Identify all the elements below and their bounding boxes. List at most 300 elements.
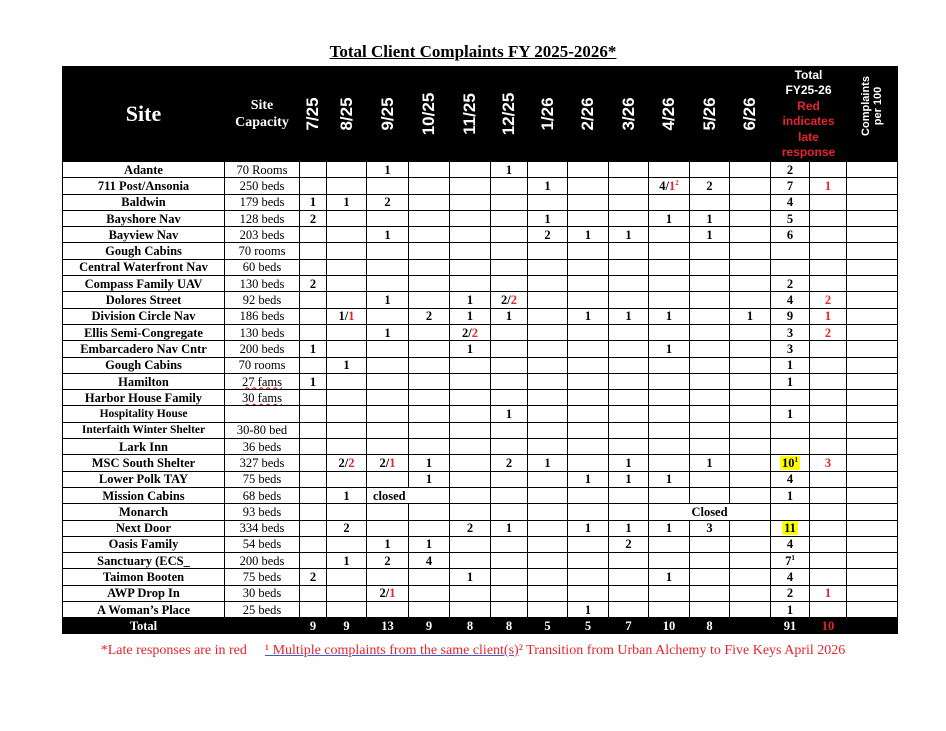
row-late-count	[810, 227, 847, 243]
count-total: 1/	[338, 309, 349, 324]
month-cell	[327, 553, 367, 569]
row-late-count	[810, 520, 847, 536]
month-cell	[690, 553, 730, 569]
month-cell	[609, 422, 649, 438]
month-cell	[609, 210, 649, 226]
month-cell	[491, 536, 528, 552]
site-name: Monarch	[63, 504, 225, 520]
month-cell	[649, 520, 690, 536]
month-cell	[690, 259, 730, 275]
month-cell	[409, 162, 450, 178]
row-total	[771, 357, 810, 373]
month-cell	[730, 471, 771, 487]
site-capacity	[225, 162, 300, 178]
row-total	[771, 487, 810, 503]
month-cell	[649, 259, 690, 275]
month-cell	[450, 553, 491, 569]
month-cell	[690, 602, 730, 618]
table-row	[63, 227, 898, 243]
month-cell	[300, 406, 327, 422]
month-cell	[730, 162, 771, 178]
per-100-cell	[847, 194, 898, 210]
month-cell	[609, 324, 649, 340]
cell-value: 1	[625, 455, 632, 470]
month-cell	[609, 520, 649, 536]
month-cell	[609, 308, 649, 324]
month-label: 6/26	[740, 97, 759, 131]
site-capacity	[225, 259, 300, 275]
count-total: 2/	[501, 293, 511, 308]
month-label: 5/26	[699, 97, 719, 131]
capacity-value: 93 beds	[242, 504, 282, 519]
capacity-header-line1: Site	[250, 98, 274, 113]
month-cell	[491, 406, 528, 422]
row-total-value: 4	[786, 570, 794, 585]
month-cell	[568, 210, 609, 226]
month-label: 4/26	[659, 97, 678, 131]
row-total	[771, 504, 810, 520]
row-total	[771, 390, 810, 406]
month-cell	[300, 227, 327, 243]
month-header-6-26	[730, 67, 771, 162]
month-cell	[409, 308, 450, 324]
cell-value: 1	[746, 309, 754, 324]
month-cell	[649, 471, 690, 487]
month-cell	[730, 341, 771, 357]
month-cell	[568, 536, 609, 552]
month-cell	[367, 439, 409, 455]
month-cell	[327, 243, 367, 259]
month-cell-split	[649, 178, 690, 194]
row-late-count: 1	[810, 308, 847, 324]
month-cell	[609, 439, 649, 455]
per-100-cell	[847, 292, 898, 308]
month-cell	[327, 602, 367, 618]
row-total	[771, 243, 810, 259]
month-cell	[568, 585, 609, 601]
month-cell	[528, 406, 568, 422]
month-cell	[568, 194, 609, 210]
month-cell	[367, 536, 409, 552]
cell-value: 1	[384, 227, 391, 242]
month-cell	[367, 259, 409, 275]
month-header-9-25	[367, 67, 409, 162]
month-cell	[327, 259, 367, 275]
count-total: 2/	[338, 455, 349, 470]
month-cell	[690, 210, 730, 226]
month-cell	[730, 553, 771, 569]
month-cell	[300, 455, 327, 471]
month-cell	[609, 390, 649, 406]
month-cell	[528, 178, 568, 194]
row-late-count	[810, 406, 847, 422]
site-name: Ellis Semi-Congregate	[63, 324, 225, 340]
month-cell	[300, 553, 327, 569]
cell-value: 1	[343, 553, 350, 568]
cell-value: 1	[309, 374, 317, 389]
site-name: A Woman’s Place	[63, 602, 225, 618]
per-100-cell	[847, 357, 898, 373]
row-total	[771, 553, 810, 569]
month-header-8-25	[327, 67, 367, 162]
capacity-value: 203 beds	[239, 227, 285, 242]
month-total: 8	[450, 618, 491, 634]
row-total	[771, 292, 810, 308]
count-late: 1	[389, 586, 396, 601]
row-late-count	[810, 259, 847, 275]
totals-row	[63, 618, 898, 634]
month-cell-split	[327, 455, 367, 471]
cell-value: 1	[343, 488, 350, 503]
closed-label: Closed	[691, 504, 728, 519]
table-row	[63, 406, 898, 422]
month-cell	[367, 373, 409, 389]
per-100-cell	[847, 439, 898, 455]
month-cell	[491, 504, 528, 520]
total-column-header	[771, 67, 847, 162]
month-cell-split	[367, 455, 409, 471]
row-total	[771, 569, 810, 585]
month-cell	[367, 162, 409, 178]
capacity-value: 200 beds	[239, 341, 285, 356]
row-late-count	[810, 487, 847, 503]
month-cell	[609, 341, 649, 357]
capacity-value: 186 beds	[239, 309, 285, 324]
count-late: 1	[389, 455, 396, 470]
row-late-count	[810, 422, 847, 438]
month-cell	[609, 471, 649, 487]
month-cell	[690, 308, 730, 324]
month-cell	[409, 276, 450, 292]
count-late: 2	[348, 455, 355, 470]
site-capacity	[225, 341, 300, 357]
month-cell	[409, 585, 450, 601]
month-cell	[327, 471, 367, 487]
total-header-red-line: late	[798, 129, 819, 144]
month-cell	[450, 390, 491, 406]
site-name: Embarcadero Nav Cntr	[63, 341, 225, 357]
cell-value: 2	[343, 521, 350, 536]
row-total-value: 1	[786, 407, 794, 422]
month-cell	[367, 308, 409, 324]
cell-value: 1	[706, 227, 713, 242]
table-row	[63, 390, 898, 406]
totals-label: Total	[63, 618, 225, 634]
month-cell	[450, 569, 491, 585]
month-cell	[690, 373, 730, 389]
capacity-value: 27 fams	[242, 374, 282, 389]
cell-value: 1	[505, 162, 513, 177]
month-total: 8	[690, 618, 730, 634]
table-row	[63, 210, 898, 226]
cell-value: 1	[466, 341, 474, 356]
cell-value: 4	[425, 553, 433, 568]
row-total	[771, 471, 810, 487]
capacity-value: 130 beds	[239, 276, 285, 291]
month-cell	[491, 162, 528, 178]
row-total-value: 1	[786, 374, 794, 389]
row-total	[771, 227, 810, 243]
cell-value: 1	[665, 211, 673, 226]
row-late-count	[810, 341, 847, 357]
month-cell	[609, 194, 649, 210]
month-total	[730, 618, 771, 634]
cell-value: 1	[544, 178, 551, 193]
per-100-cell	[847, 422, 898, 438]
month-cell	[450, 504, 491, 520]
month-cell	[450, 178, 491, 194]
month-cell	[609, 553, 649, 569]
month-cell	[450, 471, 491, 487]
site-capacity	[225, 373, 300, 389]
month-cell	[491, 259, 528, 275]
row-total-value: 3	[786, 341, 794, 356]
row-total-value: 4	[786, 472, 794, 487]
cell-value: 1	[505, 407, 513, 422]
month-cell	[649, 585, 690, 601]
site-name: Oasis Family	[63, 536, 225, 552]
per-100-cell	[847, 324, 898, 340]
row-late-count	[810, 243, 847, 259]
month-cell	[528, 243, 568, 259]
table-row	[63, 439, 898, 455]
row-late-count	[810, 357, 847, 373]
month-cell	[568, 227, 609, 243]
month-cell	[450, 439, 491, 455]
month-cell	[568, 504, 609, 520]
month-cell	[300, 585, 327, 601]
table-row	[63, 602, 898, 618]
month-cell	[730, 243, 771, 259]
capacity-value: 128 beds	[239, 211, 285, 226]
site-name: Hamilton	[63, 373, 225, 389]
row-late-count	[810, 373, 847, 389]
month-cell	[568, 178, 609, 194]
site-capacity	[225, 178, 300, 194]
month-header-10-25	[409, 67, 450, 162]
month-header-1-26	[528, 67, 568, 162]
row-total-value: 2	[786, 276, 794, 291]
month-cell	[367, 520, 409, 536]
row-total	[771, 276, 810, 292]
month-cell	[528, 536, 568, 552]
month-cell	[409, 439, 450, 455]
per-100-cell	[847, 390, 898, 406]
month-cell	[491, 439, 528, 455]
month-label: 10/25	[419, 92, 438, 136]
row-late-count: 2	[810, 324, 847, 340]
site-capacity	[225, 227, 300, 243]
capacity-value: 250 beds	[239, 178, 285, 193]
month-header-12-25	[491, 67, 528, 162]
site-name: Bayshore Nav	[63, 210, 225, 226]
row-total	[771, 259, 810, 275]
cell-value: 1	[309, 341, 317, 356]
month-cell	[367, 227, 409, 243]
month-cell	[568, 341, 609, 357]
month-cell	[568, 292, 609, 308]
capacity-value: 70 Rooms	[236, 162, 288, 177]
month-cell	[300, 243, 327, 259]
cell-value: 1	[343, 358, 350, 373]
per-100-cell	[847, 276, 898, 292]
row-total	[771, 324, 810, 340]
cell-value: 1	[309, 195, 317, 210]
month-cell	[568, 357, 609, 373]
month-cell	[409, 259, 450, 275]
month-cell	[649, 390, 690, 406]
cell-value: 1	[584, 227, 592, 242]
cell-value: 1	[384, 325, 391, 340]
month-cell	[300, 324, 327, 340]
site-capacity	[225, 520, 300, 536]
month-cell	[450, 373, 491, 389]
cell-value: 1	[343, 195, 350, 210]
month-cell	[450, 455, 491, 471]
site-name: Mission Cabins	[63, 487, 225, 503]
month-cell	[649, 243, 690, 259]
site-capacity	[225, 210, 300, 226]
site-capacity	[225, 536, 300, 552]
month-cell	[367, 553, 409, 569]
site-name: 711 Post/Ansonia	[63, 178, 225, 194]
month-header-3-26	[609, 67, 649, 162]
cell-value: 1	[665, 341, 673, 356]
count-total: 4/	[659, 178, 669, 193]
month-total: 5	[568, 618, 609, 634]
month-cell	[450, 194, 491, 210]
month-cell	[450, 341, 491, 357]
month-cell	[409, 341, 450, 357]
month-cell	[409, 194, 450, 210]
month-cell	[450, 259, 491, 275]
row-total	[771, 308, 810, 324]
month-cell	[730, 259, 771, 275]
month-cell	[491, 276, 528, 292]
month-cell	[491, 569, 528, 585]
month-total: 9	[300, 618, 327, 634]
cell-value: 1	[544, 455, 551, 470]
month-cell	[367, 210, 409, 226]
row-total-value: 4	[786, 195, 794, 210]
month-cell	[327, 178, 367, 194]
month-cell	[649, 162, 690, 178]
table-row	[63, 569, 898, 585]
month-cell	[327, 276, 367, 292]
month-cell	[528, 602, 568, 618]
count-late: 2	[510, 293, 517, 308]
month-cell	[528, 487, 568, 503]
cell-value: 1	[584, 521, 592, 536]
month-cell	[450, 406, 491, 422]
month-cell	[409, 406, 450, 422]
footnote-late-responses: *Late responses are in red	[100, 643, 247, 658]
month-cell	[491, 455, 528, 471]
table-row	[63, 422, 898, 438]
site-capacity	[225, 569, 300, 585]
month-cell-split	[491, 292, 528, 308]
month-cell	[649, 422, 690, 438]
row-total-value: 9	[786, 309, 794, 324]
table-row	[63, 455, 898, 471]
cell-value: 2	[466, 521, 474, 536]
table-row	[63, 308, 898, 324]
header-row	[63, 67, 898, 162]
cell-value: 1	[466, 293, 474, 308]
site-name: AWP Drop In	[63, 585, 225, 601]
capacity-value: 92 beds	[242, 293, 282, 308]
month-total: 5	[528, 618, 568, 634]
cell-value: 1	[384, 162, 391, 177]
month-cell	[568, 308, 609, 324]
row-late-count: 3	[810, 455, 847, 471]
month-cell	[409, 455, 450, 471]
month-cell	[649, 210, 690, 226]
site-name: Harbor House Family	[63, 390, 225, 406]
site-name: Dolores Street	[63, 292, 225, 308]
row-total-value: $7^1$	[785, 553, 795, 568]
month-cell	[327, 406, 367, 422]
month-cell	[730, 373, 771, 389]
footnote-transition: ² Transition from Urban Alchemy to Five Keys April 2026	[518, 643, 846, 658]
month-cell	[649, 194, 690, 210]
month-cell	[300, 210, 327, 226]
month-cell	[300, 308, 327, 324]
month-cell	[327, 487, 367, 503]
month-cell	[300, 602, 327, 618]
site-capacity	[225, 455, 300, 471]
month-cell	[327, 194, 367, 210]
site-name: Lower Polk TAY	[63, 471, 225, 487]
capacity-value: 54 beds	[242, 537, 282, 552]
count-total: 2/	[379, 455, 390, 470]
month-cell	[367, 569, 409, 585]
month-cell	[367, 292, 409, 308]
cell-value: 2	[544, 227, 551, 242]
month-cell	[327, 439, 367, 455]
month-cell	[327, 357, 367, 373]
month-cell	[730, 569, 771, 585]
month-cell	[609, 373, 649, 389]
month-label: 3/26	[618, 97, 638, 131]
total-header-line: Total	[794, 67, 823, 82]
month-total: 9	[409, 618, 450, 634]
month-cell	[367, 178, 409, 194]
capacity-value: 30-80 bed	[236, 423, 288, 438]
row-late-count: 2	[810, 292, 847, 308]
month-total: 9	[327, 618, 367, 634]
month-cell	[300, 178, 327, 194]
per-100-column-header	[847, 67, 898, 162]
month-cell	[568, 422, 609, 438]
row-late-count	[810, 553, 847, 569]
total-header-line: FY25-26	[785, 83, 832, 97]
month-cell	[649, 487, 690, 503]
month-cell	[327, 227, 367, 243]
month-cell	[528, 357, 568, 373]
cell-value: 2	[309, 276, 317, 291]
month-cell	[450, 357, 491, 373]
row-total	[771, 373, 810, 389]
month-cell	[730, 536, 771, 552]
month-cell	[649, 439, 690, 455]
month-cell	[690, 439, 730, 455]
month-cell	[367, 324, 409, 340]
row-total	[771, 455, 810, 471]
month-cell	[730, 455, 771, 471]
site-capacity	[225, 292, 300, 308]
table-row	[63, 471, 898, 487]
